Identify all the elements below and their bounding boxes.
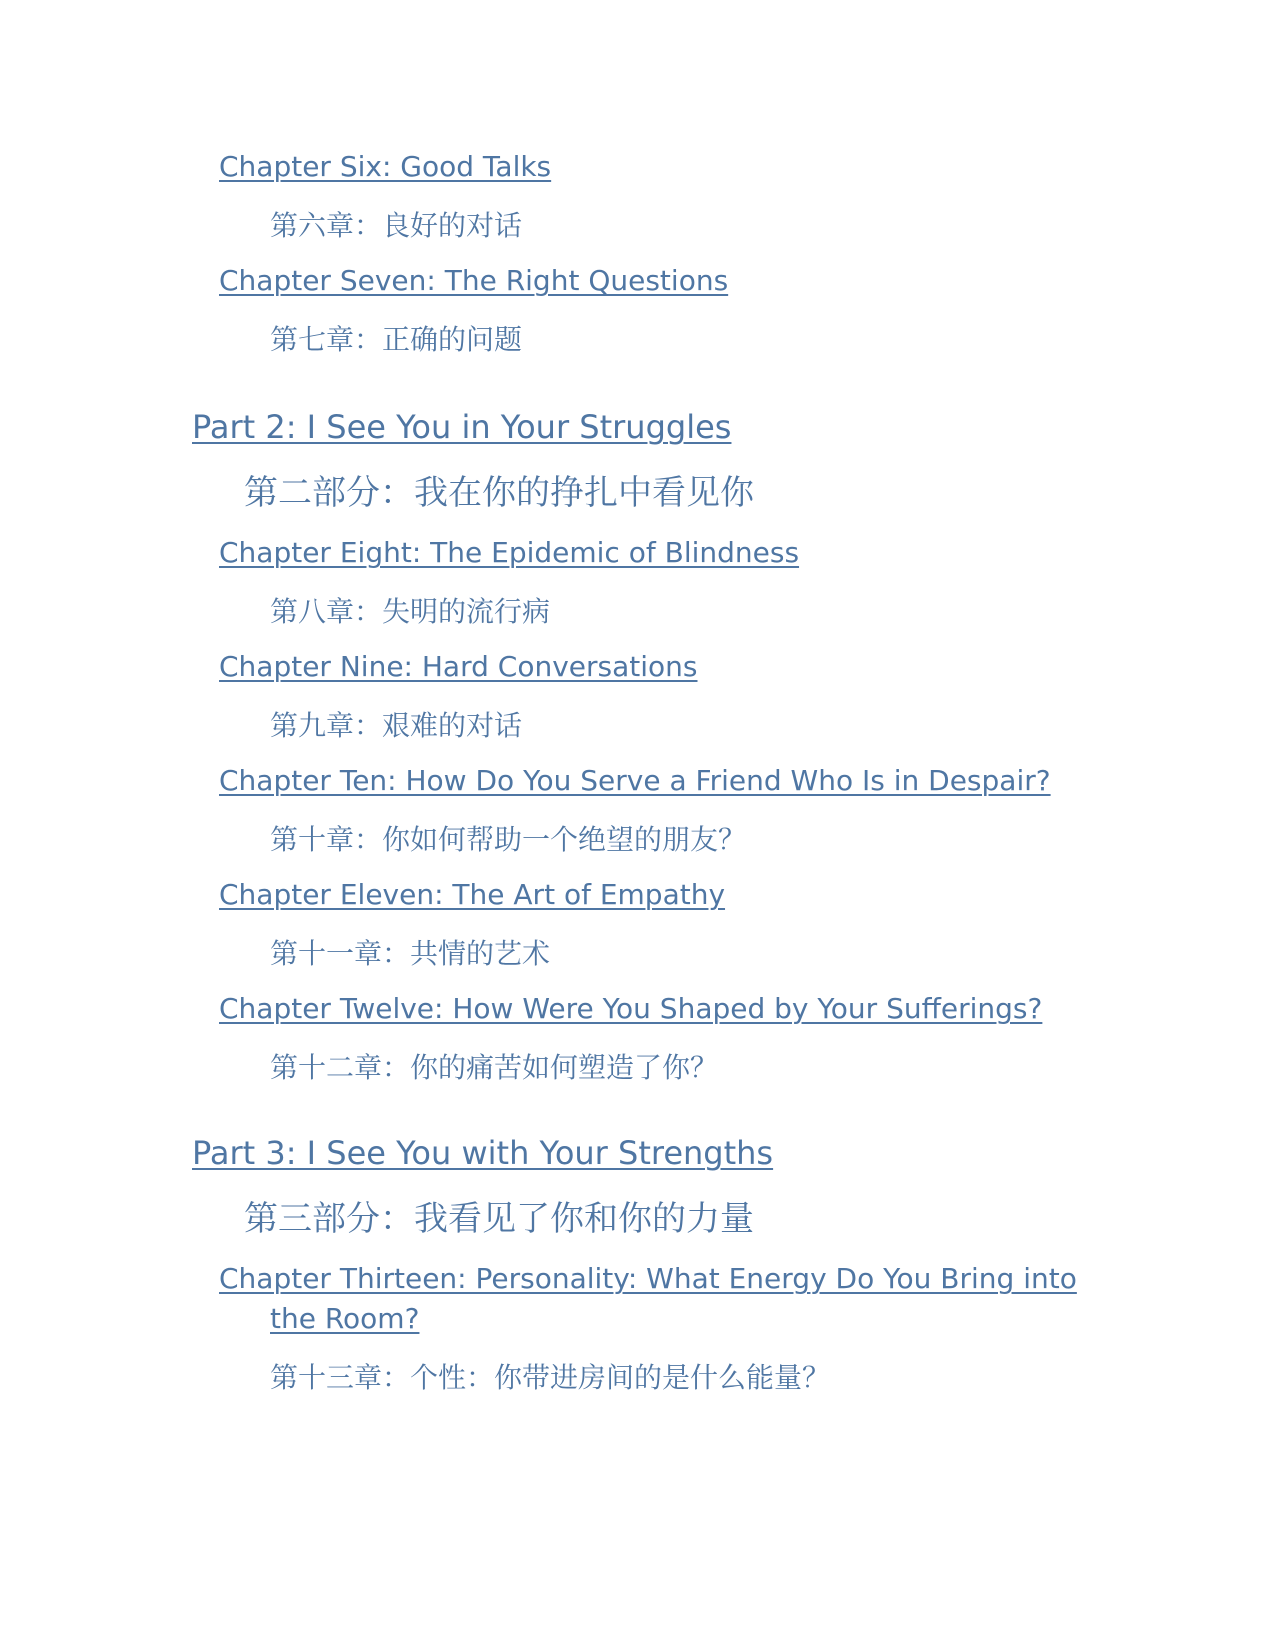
toc-subtitle-chapter-thirteen: 第十三章：个性：你带进房间的是什么能量？ [270, 1361, 831, 1394]
toc-subtitle-part-two: 第二部分：我在你的挣扎中看见你 [244, 473, 754, 513]
toc-link-chapter-eight[interactable]: Chapter Eight: The Epidemic of Blindness [219, 536, 800, 569]
toc-link-chapter-twelve[interactable]: Chapter Twelve: How Were You Shaped by Your Sufferings? [219, 992, 1043, 1025]
toc-subtitle-part-three: 第三部分：我看见了你和你的力量 [244, 1199, 754, 1239]
toc-subtitle-chapter-nine: 第九章：艰难的对话 [270, 709, 523, 742]
toc-link-chapter-six[interactable]: Chapter Six: Good Talks [219, 150, 552, 183]
toc-link-chapter-ten[interactable]: Chapter Ten: How Do You Serve a Friend Who Is in Despair? [219, 764, 1051, 797]
toc-link-chapter-seven[interactable]: Chapter Seven: The Right Questions [219, 264, 729, 297]
toc-link-part-three[interactable]: Part 3: I See You with Your Strengths [192, 1134, 774, 1172]
toc-link-chapter-thirteen[interactable]: Chapter Thirteen: Personality: What Energy Do You Bring into [219, 1262, 1077, 1295]
toc-subtitle-chapter-twelve: 第十二章：你的痛苦如何塑造了你？ [270, 1051, 719, 1084]
toc-subtitle-chapter-six: 第六章：良好的对话 [270, 209, 523, 242]
toc-subtitle-chapter-eleven: 第十一章：共情的艺术 [270, 937, 551, 970]
toc-subtitle-chapter-seven: 第七章：正确的问题 [270, 323, 523, 356]
toc-subtitle-chapter-eight: 第八章：失明的流行病 [270, 595, 551, 628]
toc-link-chapter-thirteen-continued[interactable]: the Room? [270, 1302, 420, 1335]
toc-link-chapter-nine[interactable]: Chapter Nine: Hard Conversations [219, 650, 698, 683]
toc-link-chapter-eleven[interactable]: Chapter Eleven: The Art of Empathy [219, 878, 726, 911]
toc-link-part-two[interactable]: Part 2: I See You in Your Struggles [192, 408, 732, 446]
toc-subtitle-chapter-ten: 第十章：你如何帮助一个绝望的朋友？ [270, 823, 747, 856]
